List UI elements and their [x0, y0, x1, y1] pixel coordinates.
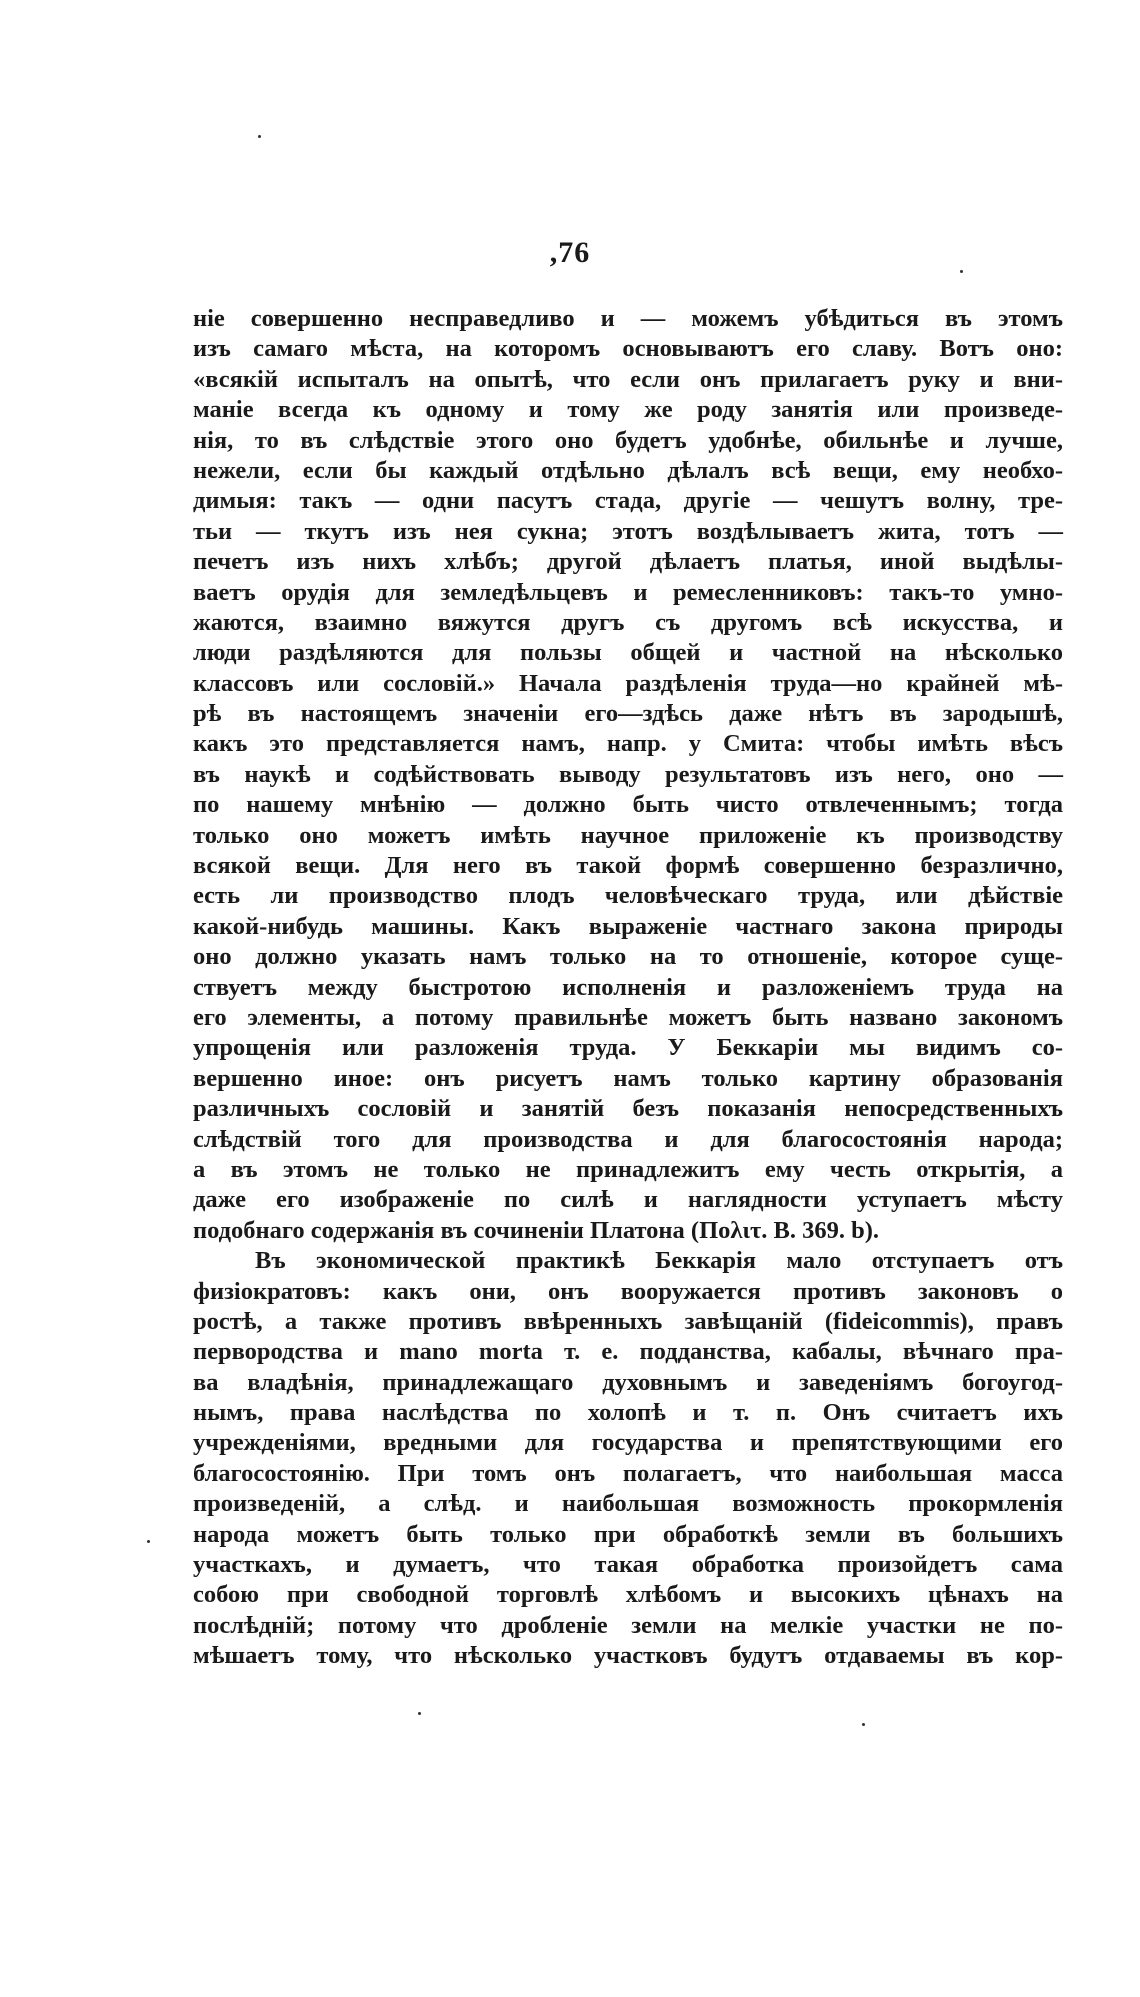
text-line: слѣдствій того для производства и для благосостоянія народа;: [193, 1125, 1063, 1153]
text-line: упрощенія или разложенія труда. У Беккаріи мы видимъ со-: [193, 1034, 1063, 1062]
text-line: только оно можетъ имѣть научное приложеніе къ производству: [193, 821, 1063, 849]
text-line: произведеній, а слѣд. и наибольшая возможность прокормленія: [193, 1490, 1063, 1518]
scan-speck: [418, 1712, 421, 1715]
text-line: по нашему мнѣнію — должно быть чисто отвлеченнымъ; тогда: [193, 791, 1063, 819]
text-line: нежели, если бы каждый отдѣльно дѣлалъ всѣ вещи, ему необхо-: [193, 456, 1063, 484]
text-line: ростѣ, а также противъ ввѣренныхъ завѣщаній (fideicommis), правъ: [193, 1307, 1063, 1335]
text-line: всякой вещи. Для него въ такой формѣ совершенно безразлично,: [193, 852, 1063, 880]
scan-speck: [258, 135, 261, 138]
text-line: есть ли производство плодъ человѣческаго труда, или дѣйствіе: [193, 882, 1063, 910]
text-line: ніе совершенно несправедливо и — можемъ убѣдиться въ этомъ: [193, 305, 1063, 332]
text-line: въ наукѣ и содѣйствовать выводу результатовъ изъ него, оно —: [193, 760, 1063, 788]
text-line: участкахъ, и думаетъ, что такая обработка произойдетъ сама: [193, 1551, 1063, 1579]
text-line: димыя: такъ — одни пасутъ стада, другіе — чешутъ волну, тре-: [193, 487, 1063, 515]
text-line: люди раздѣляются для пользы общей и частной на нѣсколько: [193, 639, 1063, 667]
text-line: даже его изображеніе по силѣ и наглядности уступаетъ мѣсту: [193, 1186, 1063, 1214]
text-line: «всякій испыталъ на опытѣ, что если онъ прилагаетъ руку и вни-: [193, 365, 1063, 393]
text-line: ствуетъ между быстротою исполненія и разложеніемъ труда на: [193, 973, 1063, 1001]
text-line: учрежденіями, вредными для государства и препятствующими его: [193, 1429, 1063, 1457]
text-line: классовъ или сословій.» Начала раздѣленія труда—но крайней мѣ-: [193, 669, 1063, 697]
text-line: первородства и mano morta т. е. подданства, кабалы, вѣчнаго пра-: [193, 1338, 1063, 1366]
text-line: какой-нибудь машины. Какъ выраженіе частнаго закона природы: [193, 912, 1063, 940]
text-line: изъ самаго мѣста, на которомъ основываютъ его славу. Вотъ оно:: [193, 335, 1063, 363]
text-line: собою при свободной торговлѣ хлѣбомъ и высокихъ цѣнахъ на: [193, 1581, 1063, 1609]
text-line: его элементы, а потому правильнѣе можетъ быть названо закономъ: [193, 1003, 1063, 1031]
text-line: тьи — ткутъ изъ нея сукна; этотъ воздѣлываетъ жита, тотъ —: [193, 517, 1063, 545]
text-line: народа можетъ быть только при обработкѣ земли въ большихъ: [193, 1520, 1063, 1548]
text-line: жаются, взаимно вяжутся другъ съ другомъ всѣ искусства, и: [193, 608, 1063, 636]
scan-speck: [147, 1540, 150, 1543]
text-line: физіократовъ: какъ они, онъ вооружается противъ законовъ о: [193, 1277, 1063, 1305]
text-line: ваетъ орудія для земледѣльцевъ и ремесленниковъ: такъ-то умно-: [193, 578, 1063, 606]
text-line: нымъ, права наслѣдства по холопѣ и т. п. Онъ считаетъ ихъ: [193, 1399, 1063, 1427]
text-line: а въ этомъ не только не принадлежитъ ему честь открытія, а: [193, 1155, 1063, 1183]
scan-speck: [862, 1723, 865, 1726]
text-line: вершенно иное: онъ рисуетъ намъ только картину образованія: [193, 1064, 1063, 1092]
text-line: оно должно указать намъ только на то отношеніе, которое суще-: [193, 943, 1063, 971]
page-number: ,76: [549, 236, 591, 269]
paragraph-end-line: подобнаго содержанія въ сочиненіи Платона (Πολιτ. Β. 369. b).: [193, 1216, 880, 1244]
text-line: маніе всегда къ одному и тому же роду занятія или произведе-: [193, 396, 1063, 424]
scan-speck: [960, 270, 963, 273]
text-line: рѣ въ настоящемъ значеніи его—здѣсь даже нѣтъ въ зародышѣ,: [193, 700, 1063, 728]
text-line: ва владѣнія, принадлежащаго духовнымъ и заведеніямъ богоугод-: [193, 1368, 1063, 1396]
paragraph-start-line: Въ экономической практикѣ Беккарія мало отступаетъ отъ: [255, 1247, 1063, 1275]
text-line: какъ это представляется намъ, напр. у Смита: чтобы имѣть вѣсъ: [193, 730, 1063, 758]
text-line: печетъ изъ нихъ хлѣбъ; другой дѣлаетъ платья, иной выдѣлы-: [193, 548, 1063, 576]
text-line: нія, то въ слѣдствіе этого оно будетъ удобнѣе, обильнѣе и лучше,: [193, 426, 1063, 454]
text-line: мѣшаетъ тому, что нѣсколько участковъ будутъ отдаваемы въ кор-: [193, 1642, 1063, 1670]
text-line: благосостоянію. При томъ онъ полагаетъ, что наибольшая масса: [193, 1459, 1063, 1487]
text-line: различныхъ сословій и занятій безъ показанія непосредственныхъ: [193, 1095, 1063, 1123]
text-line: послѣдній; потому что дробленіе земли на мелкіе участки не по-: [193, 1611, 1063, 1639]
body-text: [193, 304, 1063, 1672]
